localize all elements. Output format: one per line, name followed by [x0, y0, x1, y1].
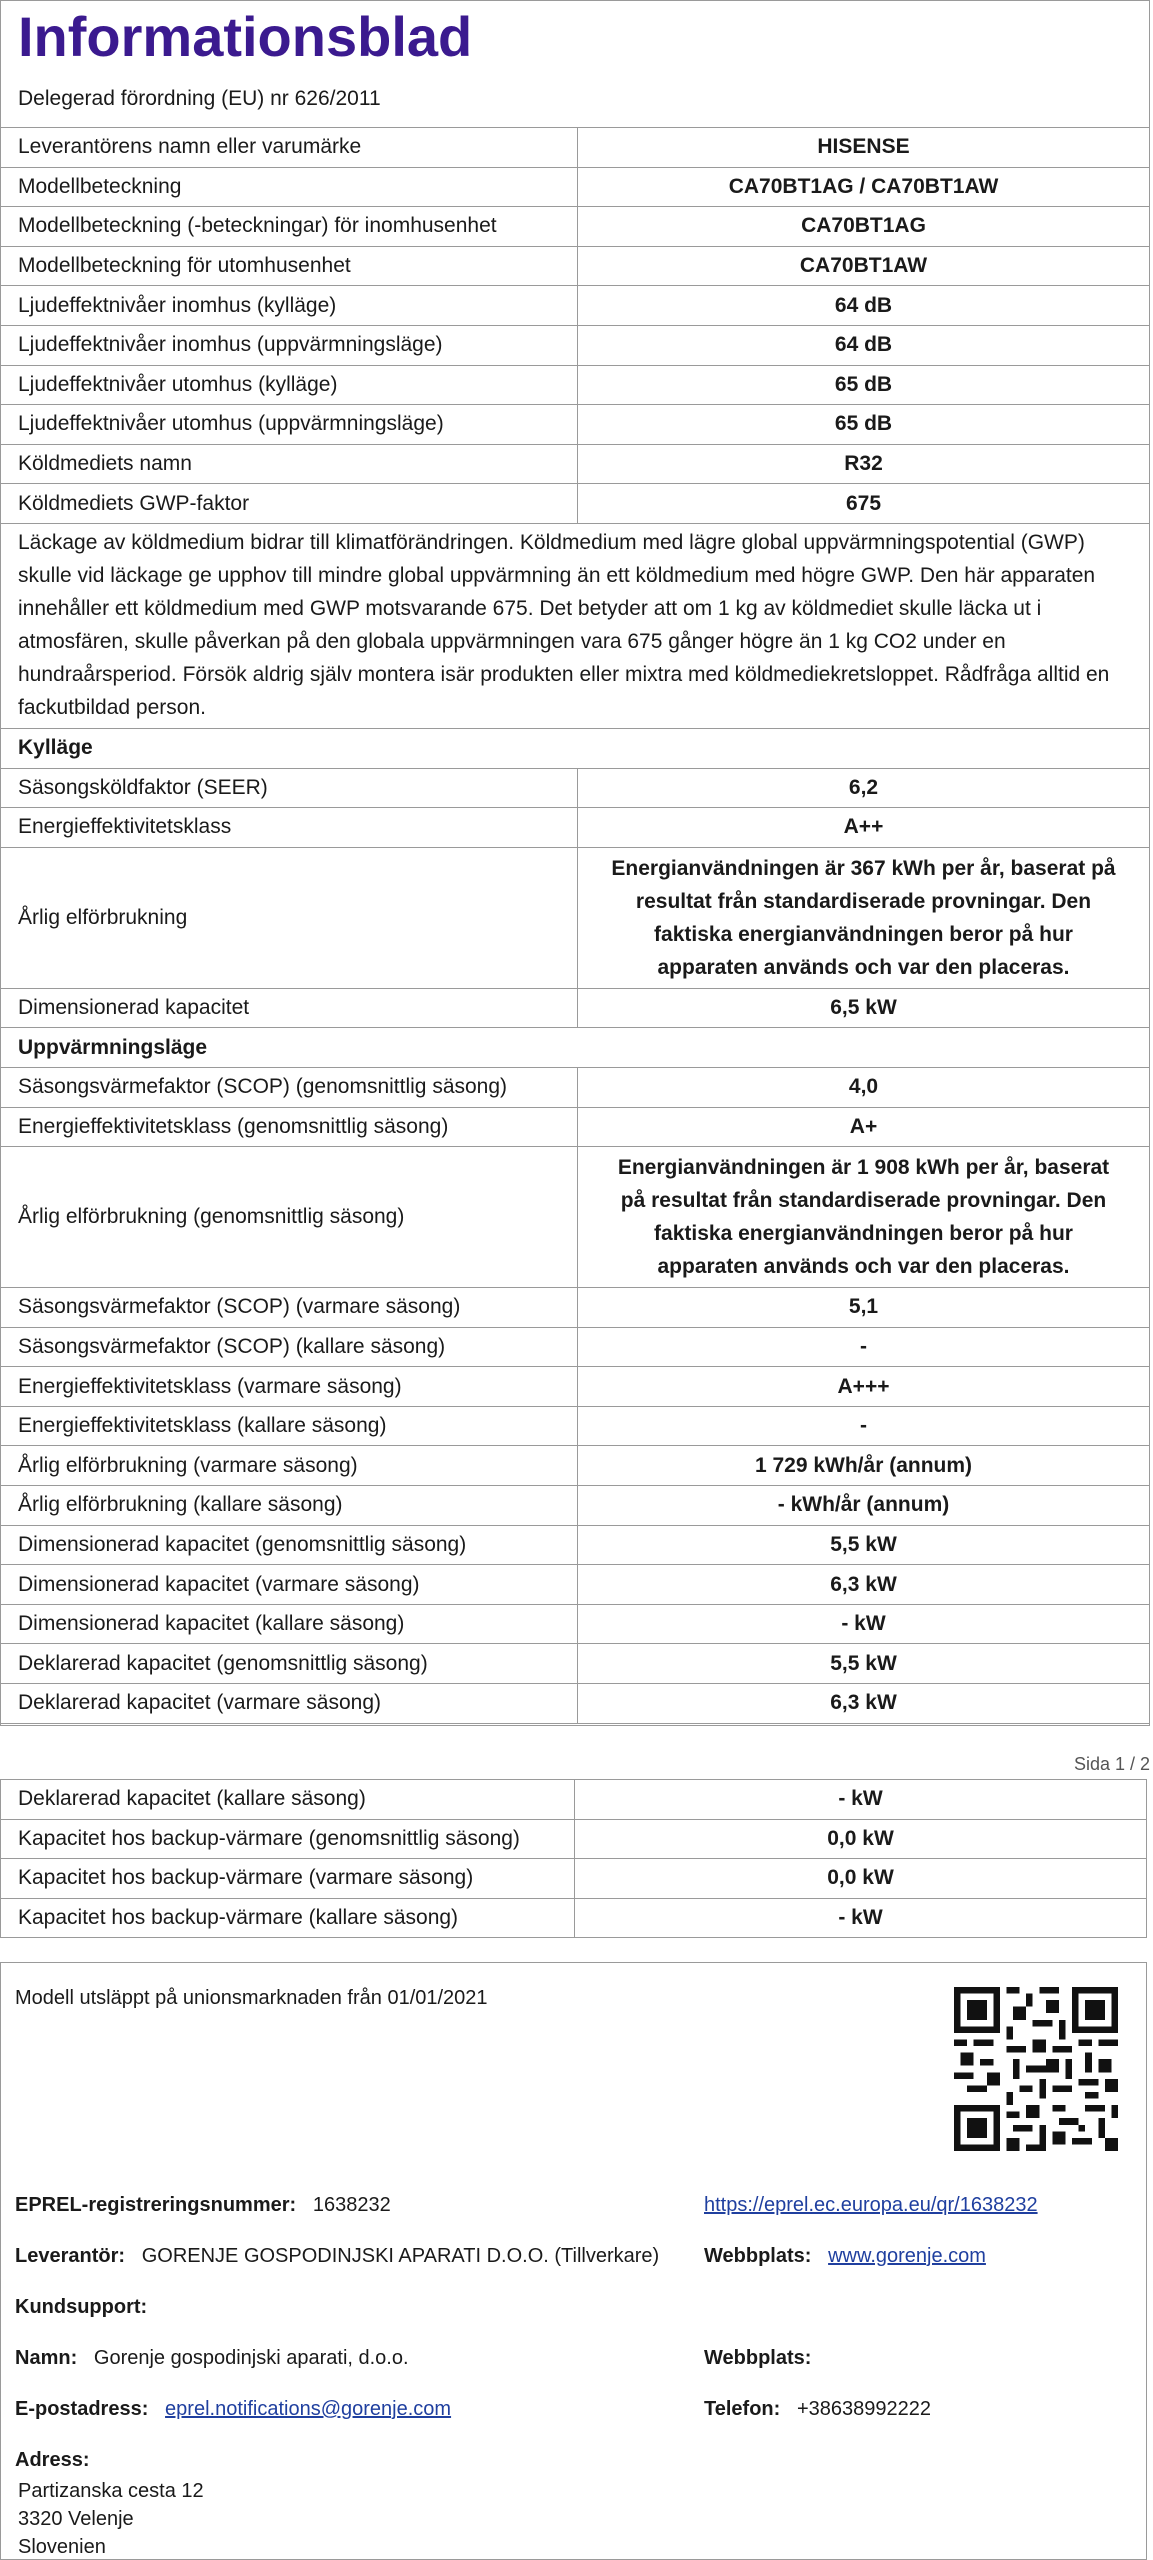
row-value: - kWh/år (annum) [578, 1486, 1150, 1526]
row-label: Energieffektivitetsklass (kallare säsong) [1, 1406, 578, 1446]
row-label: Deklarerad kapacitet (genomsnittlig säsong) [1, 1644, 578, 1684]
table-row [1, 1859, 1147, 1899]
supplier-label: Leverantör: [15, 2245, 126, 2267]
table-row [1, 1446, 1150, 1486]
table-row [1, 847, 1150, 988]
information-sheet-page-2 [0, 1779, 1147, 1938]
table-row [1, 365, 1150, 405]
table-row [1, 1107, 1150, 1147]
table-row [1, 1486, 1150, 1526]
table-row [1, 405, 1150, 445]
row-value: - [578, 1327, 1150, 1367]
table-row [1, 1367, 1150, 1407]
row-value: A++ [578, 808, 1150, 848]
eprel-label: EPREL-registreringsnummer: [15, 2194, 297, 2216]
row-value: 0,0 kW [575, 1819, 1147, 1859]
address-label: Adress: [15, 2449, 90, 2471]
section-row [1, 728, 1150, 768]
support-name [15, 2347, 409, 2370]
row-label: Deklarerad kapacitet (varmare säsong) [1, 1684, 578, 1724]
row-label: Modellbeteckning (-beteckningar) för inomhusenhet [1, 207, 578, 247]
table-row [1, 1819, 1147, 1859]
table-row [1, 286, 1150, 326]
table-row [1, 1604, 1150, 1644]
address-line: Slovenien [18, 2536, 106, 2558]
row-value: 6,3 kW [578, 1565, 1150, 1605]
row-label: Leverantörens namn eller varumärke [1, 128, 578, 168]
row-label: Dimensionerad kapacitet (varmare säsong) [1, 1565, 578, 1605]
table-row [1, 988, 1150, 1028]
spec-table-continued [0, 1779, 1147, 1938]
table-row [1, 207, 1150, 247]
page-number: Sida 1 / 2 [1073, 1754, 1150, 1774]
table-row [1, 128, 1150, 168]
table-row [1, 1327, 1150, 1367]
row-value: Energianvändningen är 1 908 kWh per år, baserat på resultat från standardiserade provningar. Den faktiska energianvändningen beror på hur apparaten används och var den placeras. [578, 1147, 1150, 1288]
phone-value: +38638992222 [796, 2398, 932, 2420]
address-line: Partizanska cesta 12 [18, 2480, 204, 2502]
row-label: Ljudeffektnivåer inomhus (kylläge) [1, 286, 578, 326]
row-value: R32 [578, 444, 1150, 484]
eprel-number [15, 2194, 391, 2217]
table-row [1, 325, 1150, 365]
website-link[interactable]: www.gorenje.com [828, 2245, 986, 2267]
supplier-info-box [0, 1962, 1147, 2560]
row-label: Årlig elförbrukning (kallare säsong) [1, 1486, 578, 1526]
eprel-value: 1638232 [312, 2194, 391, 2216]
row-label: Årlig elförbrukning (varmare säsong) [1, 1446, 578, 1486]
phone-label: Telefon: [704, 2398, 781, 2420]
page-title: Informationsblad [18, 5, 473, 68]
row-label: Ljudeffektnivåer utomhus (kylläge) [1, 365, 578, 405]
table-row [1, 1780, 1147, 1820]
email-label: E-postadress: [15, 2398, 149, 2420]
release-date-text: Modell utsläppt på unionsmarknaden från 01/01/2021 [15, 1987, 488, 2009]
website-label: Webbplats: [704, 2245, 812, 2267]
table-row [1, 246, 1150, 286]
row-label: Årlig elförbrukning [1, 847, 578, 988]
row-label: Ljudeffektnivåer utomhus (uppvärmningsläge) [1, 405, 578, 445]
row-value: - kW [575, 1898, 1147, 1938]
row-label: Säsongsvärmefaktor (SCOP) (genomsnittlig säsong) [1, 1067, 578, 1107]
heating-section-heading: Uppvärmningsläge [1, 1028, 1150, 1068]
row-value: A+ [578, 1107, 1150, 1147]
row-label: Modellbeteckning för utomhusenhet [1, 246, 578, 286]
row-value: A+++ [578, 1367, 1150, 1407]
qr-code-icon [954, 1987, 1118, 2151]
table-row [1, 167, 1150, 207]
row-value: 5,5 kW [578, 1644, 1150, 1684]
table-row [1, 1147, 1150, 1288]
row-value: 1 729 kWh/år (annum) [578, 1446, 1150, 1486]
supplier-value: GORENJE GOSPODINJSKI APARATI D.O.O. (Tillverkare) [141, 2245, 660, 2267]
email-link[interactable]: eprel.notifications@gorenje.com [165, 2398, 452, 2420]
eprel-link[interactable]: https://eprel.ec.europa.eu/qr/1638232 [704, 2194, 1038, 2216]
table-row [1, 1684, 1150, 1724]
row-value: 6,2 [578, 768, 1150, 808]
name-label: Namn: [15, 2347, 78, 2369]
row-label: Kapacitet hos backup-värmare (kallare säsong) [1, 1898, 575, 1938]
row-value: Energianvändningen är 367 kWh per år, baserat på resultat från standardiserade provningar. Den faktiska energianvändningen beror på hur apparaten används och var den placeras. [578, 847, 1150, 988]
row-value: CA70BT1AG [578, 207, 1150, 247]
table-row [1, 444, 1150, 484]
gwp-notice-row [1, 523, 1150, 728]
table-row [1, 484, 1150, 524]
table-row [1, 1067, 1150, 1107]
row-value: CA70BT1AG / CA70BT1AW [578, 167, 1150, 207]
row-label: Säsongsvärmefaktor (SCOP) (varmare säsong) [1, 1288, 578, 1328]
address-line: 3320 Velenje [18, 2508, 134, 2530]
row-label: Köldmediets GWP-faktor [1, 484, 578, 524]
row-label: Ljudeffektnivåer inomhus (uppvärmningsläge) [1, 325, 578, 365]
row-value: 64 dB [578, 286, 1150, 326]
row-value: 65 dB [578, 365, 1150, 405]
row-label: Modellbeteckning [1, 167, 578, 207]
table-row [1, 1288, 1150, 1328]
table-row [1, 808, 1150, 848]
row-value: 5,5 kW [578, 1525, 1150, 1565]
row-label: Dimensionerad kapacitet [1, 988, 578, 1028]
table-row [1, 1525, 1150, 1565]
table-row [1, 1406, 1150, 1446]
support-email [15, 2398, 451, 2421]
row-value: 6,5 kW [578, 988, 1150, 1028]
row-label: Köldmediets namn [1, 444, 578, 484]
row-label: Dimensionerad kapacitet (genomsnittlig säsong) [1, 1525, 578, 1565]
cooling-section-heading: Kylläge [1, 728, 1150, 768]
name-value: Gorenje gospodinjski aparati, d.o.o. [93, 2347, 409, 2369]
row-label: Kapacitet hos backup-värmare (genomsnittlig säsong) [1, 1819, 575, 1859]
table-row [1, 1644, 1150, 1684]
support-website-label: Webbplats: [704, 2347, 812, 2369]
customer-support-heading: Kundsupport: [15, 2296, 148, 2318]
supplier [15, 2245, 659, 2268]
row-value: 6,3 kW [578, 1684, 1150, 1724]
row-value: 65 dB [578, 405, 1150, 445]
regulation-subtitle: Delegerad förordning (EU) nr 626/2011 [18, 87, 381, 110]
row-value: 64 dB [578, 325, 1150, 365]
website [704, 2245, 986, 2268]
eprel-link-wrap [704, 2194, 1038, 2217]
row-label: Årlig elförbrukning (genomsnittlig säsong) [1, 1147, 578, 1288]
row-value: 675 [578, 484, 1150, 524]
support-phone [704, 2398, 931, 2421]
row-value: 0,0 kW [575, 1859, 1147, 1899]
row-label: Energieffektivitetsklass [1, 808, 578, 848]
row-label: Energieffektivitetsklass (genomsnittlig säsong) [1, 1107, 578, 1147]
row-label: Energieffektivitetsklass (varmare säsong) [1, 1367, 578, 1407]
section-row [1, 1028, 1150, 1068]
row-value: 4,0 [578, 1067, 1150, 1107]
table-row [1, 1898, 1147, 1938]
row-label: Deklarerad kapacitet (kallare säsong) [1, 1780, 575, 1820]
row-value: HISENSE [578, 128, 1150, 168]
row-value: - kW [575, 1780, 1147, 1820]
row-value: - [578, 1406, 1150, 1446]
table-row [1, 768, 1150, 808]
row-label: Säsongsvärmefaktor (SCOP) (kallare säsong) [1, 1327, 578, 1367]
address-block [18, 2477, 204, 2560]
gwp-notice-text: Läckage av köldmedium bidrar till klimatförändringen. Köldmedium med lägre global uppvärmningspotential (GWP) skulle vid läckage ge upphov till mindre global uppvärmning än ett köldmedium med högre GWP. Den här apparaten innehåller ett köldmedium med GWP motsvarande 675. Det betyder att om 1 kg av köldmediet skulle läcka ut i atmosfären, skulle påverkan på den globala uppvärmningen vara 675 gånger högre än 1 kg CO2 under en hundraårsperiod. Försök aldrig själv montera isär produkten eller mixtra med köldmediekretsloppet. Rådfråga alltid en fackutbildad person. [1, 523, 1150, 728]
spec-table [0, 127, 1150, 1724]
row-value: CA70BT1AW [578, 246, 1150, 286]
row-value: 5,1 [578, 1288, 1150, 1328]
row-value: - kW [578, 1604, 1150, 1644]
row-label: Kapacitet hos backup-värmare (varmare säsong) [1, 1859, 575, 1899]
row-label: Dimensionerad kapacitet (kallare säsong) [1, 1604, 578, 1644]
table-row [1, 1565, 1150, 1605]
row-label: Säsongsköldfaktor (SEER) [1, 768, 578, 808]
